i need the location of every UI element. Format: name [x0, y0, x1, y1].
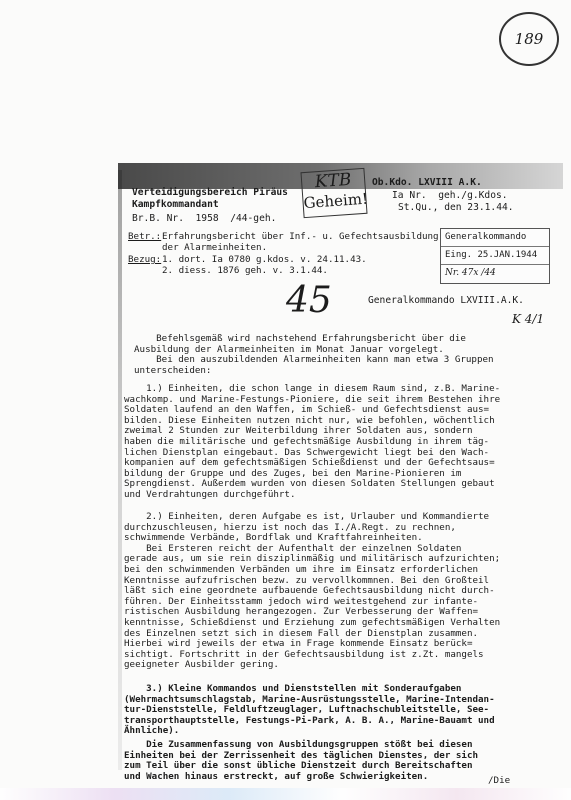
text-line: Einheiten bei der Zerrissenheit des täglichen Dienstes, der sich [124, 749, 479, 761]
text-line: unterscheiden: [134, 364, 212, 376]
text-line: Hierbei wird jeweils der etwa in Frage kommende Einsatz berück= [124, 638, 473, 650]
text-line: führen. Der Einheitsstamm jedoch wird weitestgehend zur infante- [124, 595, 479, 607]
text-line: ristischen Ausbildung herangezogen. Zur Verbesserung der Waffen= [124, 606, 479, 618]
text-line: durchzuschleusen, hierzu ist noch das I./A.Regt. zu rechnen, [124, 521, 456, 533]
text-line: wachkomp. und Marine-Festungs-Pioniere, die seit ihrem Bestehen ihre [124, 393, 501, 405]
text-line: kompanien auf dem gefechtsmäßigen Schießdienst und der Gefechtsaus= [124, 457, 495, 469]
text-line: lichen Dienstplan eingebaut. Das Schwergewicht liegt bei den Wach- [124, 446, 490, 458]
text-line: sichtigt. Fortschritt in der Gefechtsausbildung ist z.Zt. mangels [124, 648, 484, 660]
paragraph-2 [124, 512, 500, 671]
receipt-stamp [440, 228, 550, 284]
text-line: Bei den auszubildenden Alarmeinheiten kann man etwa 3 Gruppen [134, 354, 494, 366]
scan-artifact-bar [0, 788, 571, 800]
text-line: 3.) Kleine Kommandos und Dienststellen mit Sonderaufgaben [124, 683, 462, 694]
text-line: (Wehrmachtsumschlagstab, Marine-Ausrüstungsstelle, Marine-Intendan- [124, 693, 495, 705]
subject-label: Betr.: [128, 231, 162, 242]
reference-number: Br.B. Nr. 1958 /44-geh. [132, 213, 277, 224]
text-line: Bei Ersteren reicht der Aufenthalt der einzelnen Soldaten [124, 542, 462, 554]
ktb-stamp-line2: Geheim! [303, 189, 369, 213]
text-line: bilden. Diese Einheiten nutzen nicht nur, wie befohlen, wöchentlich [124, 414, 495, 426]
paragraph-3 [124, 684, 495, 737]
text-line: und Verdrahtungen durchgeführt. [124, 488, 296, 500]
classification-sub: Ia Nr. geh./g.Kdos. [392, 190, 508, 201]
handwritten-initials: K 4/1 [512, 312, 545, 326]
text-line: bildung der Gruppe und des Zuges, bei den Marine-Pionieren im [124, 467, 462, 479]
text-line: und Wachen hinaus erstreckt, auf große Schwierigkeiten. [124, 770, 429, 782]
text-line: Sprengdienst. Außerdem wurden von diesen Soldaten Stellungen gebaut [124, 478, 495, 490]
text-line: kenntnisse, Schießdienst und Erziehung zum gefechtsmäßigen Verhalten [124, 616, 501, 628]
ktb-stamp-line1: KTB [314, 169, 353, 193]
ktb-stamp [300, 168, 367, 218]
text-line: zum Teil über die sonst übliche Dienstzeit durch Bereitschaften [124, 760, 473, 772]
continuation-marker: /Die [488, 775, 511, 786]
text-line: Soldaten laufend an den Waffen, im Schieß- und Gefechtsdienst aus= [124, 404, 490, 416]
receipt-stamp-number: Nr. 47x /44 [445, 268, 496, 278]
paragraph-intro [134, 334, 494, 376]
text-line: 2.) Einheiten, deren Aufgabe es ist, Urlauber und Kommandierte [124, 511, 490, 522]
classification-top: Ob.Kdo. LXVIII A.K. [372, 177, 482, 188]
subject-line-1: Erfahrungsbericht über Inf.- u. Gefechtsausbildung [162, 231, 439, 242]
text-line: bei den schwimmenden Verbänden um ihre im Einsatz erforderlichen [124, 563, 479, 575]
scan-edge [118, 170, 122, 770]
sender-line-2: Kampfkommandant [132, 199, 219, 210]
paragraph-4 [124, 740, 478, 782]
text-line: Ähnliche). [124, 725, 180, 737]
text-line: Die Zusammenfassung von Ausbildungsgruppen stößt bei diesen [124, 739, 473, 750]
reference-line-2: 2. diess. 1876 geh. v. 3.1.44. [162, 265, 328, 276]
text-line: Kenntnisse aufzufrischen bezw. zu vervollkommnen. Bei den Großteil [124, 574, 490, 586]
page-number: 189 [499, 12, 559, 66]
subject-line-2: der Alarmeinheiten. [162, 242, 268, 253]
receipt-stamp-title: Generalkommando [441, 229, 549, 247]
text-line: zweimal 2 Stunden zur Weiterbildung ihrer Soldaten aus, sondern [124, 425, 473, 437]
text-line: tur-Dienststelle, Feldluftzeuglager, Luftnachschubleitstelle, See- [124, 704, 490, 716]
sender-line-1: Verteidigungsbereich Piräus [132, 187, 288, 198]
addressee: Generalkommando LXVIII.A.K. [368, 295, 524, 306]
reference-line-1: 1. dort. Ia 0780 g.kdos. v. 24.11.43. [162, 254, 367, 265]
text-line: gerade aus, um sie rein disziplinmäßig und militärisch aufzurichten; [124, 553, 501, 565]
text-line: läßt sich eine geordnete aufbauende Gefechtsausbildung nicht durch- [124, 585, 495, 597]
text-line: 1.) Einheiten, die schon lange in diesem Raum sind, z.B. Marine- [124, 383, 501, 394]
text-line: des Einzelnen setzt sich in diesem Fall der Dienstplan zusammen. [124, 627, 479, 639]
place-date: St.Qu., den 23.1.44. [398, 202, 514, 213]
text-line: Ausbildung der Alarmeinheiten im Monat Januar vorgelegt. [134, 343, 444, 355]
receipt-stamp-date: Eing. 25.JAN.1944 [441, 247, 549, 265]
paragraph-1 [124, 384, 500, 501]
text-line: haben die militärische und gefechtsmäßige Ausbildung in ihrem täg- [124, 435, 490, 447]
handwritten-number: 45 [286, 280, 332, 321]
text-line: transporthauptstelle, Festungs-Pi-Park, A. B. A., Marine-Bauamt und [124, 714, 495, 726]
text-line: schwimmende Verbände, Bordflak und Kraftfahreinheiten. [124, 532, 423, 544]
text-line: Befehlsgemäß wird nachstehend Erfahrungsbericht über die [134, 333, 466, 344]
reference-label: Bezug: [128, 254, 162, 265]
text-line: geeigneter Ausbilder gering. [124, 659, 279, 671]
